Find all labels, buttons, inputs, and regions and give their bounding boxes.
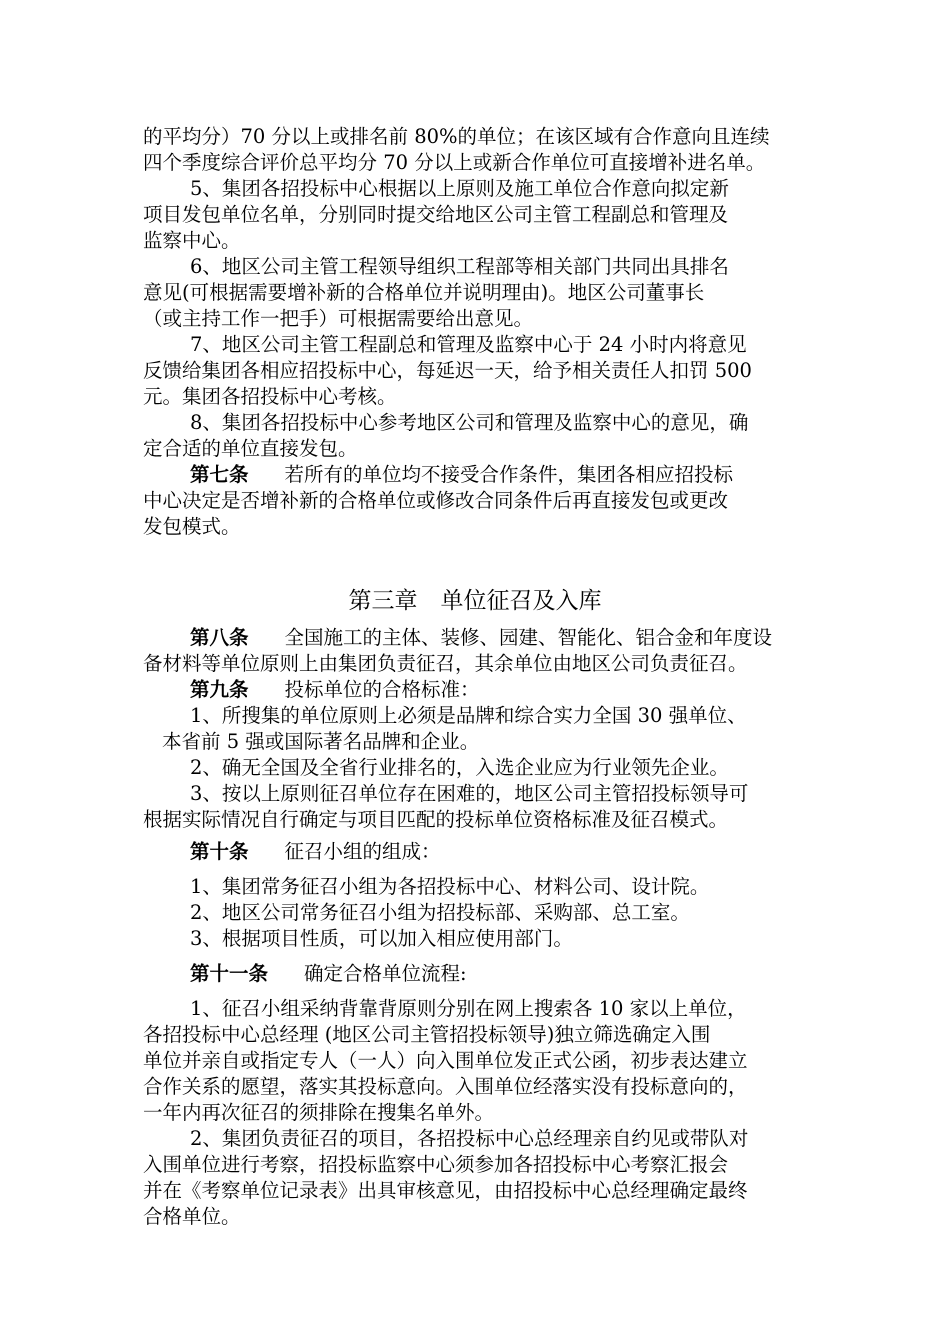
paragraph-line: 四个季度综合评价总平均分 70 分以上或新合作单位可直接增补进名单。 — [143, 151, 766, 174]
list-item: 各招投标中心总经理 (地区公司主管招投标领导)独立筛选确定入围 — [143, 1023, 711, 1046]
article-9 — [190, 677, 480, 703]
paragraph-line: 反馈给集团各相应招投标中心，每延迟一天，给予相关责任人扣罚 500 — [143, 359, 752, 382]
paragraph-line: 8、集团各招投标中心参考地区公司和管理及监察中心的意见，确 — [190, 411, 749, 434]
article-label: 第八条 — [190, 626, 249, 649]
chapter-title: 第三章 单位征召及入库 — [348, 588, 602, 614]
paragraph-line: 6、地区公司主管工程领导组织工程部等相关部门共同出具排名 — [190, 255, 729, 278]
paragraph-line: 发包模式。 — [143, 515, 241, 538]
article-label: 第九条 — [190, 678, 249, 701]
paragraph-line: 意见(可根据需要增补新的合格单位并说明理由)。地区公司董事长 — [143, 281, 705, 304]
article-11 — [190, 961, 467, 987]
paragraph-line: 备材料等单位原则上由集团负责征召，其余单位由地区公司负责征召。 — [143, 652, 748, 675]
list-item: 2、地区公司常务征召小组为招投标部、采购部、总工室。 — [190, 901, 690, 924]
list-item: 2、确无全国及全省行业排名的，入选企业应为行业领先企业。 — [190, 756, 729, 779]
list-item: 1、集团常务征召小组为各招投标中心、材料公司、设计院。 — [190, 875, 710, 898]
article-8 — [190, 625, 772, 651]
list-item: 一年内再次征召的须排除在搜集名单外。 — [143, 1101, 495, 1124]
article-label: 第十一条 — [190, 962, 269, 985]
article-label: 第七条 — [190, 463, 249, 486]
list-item: 入围单位进行考察，招投标监察中心须参加各招投标中心考察汇报会 — [143, 1153, 729, 1176]
article-10 — [190, 839, 441, 865]
paragraph-line: 项目发包单位名单，分别同时提交给地区公司主管工程副总和管理及 — [143, 203, 729, 226]
paragraph-line: 定合适的单位直接发包。 — [143, 437, 358, 460]
article-text: 全国施工的主体、装修、园建、智能化、铝合金和年度设 — [284, 626, 773, 649]
list-item: 本省前 5 强或国际著名品牌和企业。 — [162, 730, 480, 753]
list-item: 合作关系的愿望，落实其投标意向。入围单位经落实没有投标意向的， — [143, 1075, 748, 1098]
paragraph-line: 的平均分）70 分以上或排名前 80%的单位；在该区域有合作意向且连续 — [143, 125, 770, 148]
paragraph-line: 监察中心。 — [143, 229, 241, 252]
paragraph-line: 7、地区公司主管工程副总和管理及监察中心于 24 小时内将意见 — [190, 333, 747, 356]
article-7 — [190, 462, 733, 488]
list-item: 1、所搜集的单位原则上必须是品牌和综合实力全国 30 强单位、 — [190, 704, 747, 727]
article-text: 若所有的单位均不接受合作条件，集团各相应招投标 — [284, 463, 734, 486]
article-label: 第十条 — [190, 840, 249, 863]
paragraph-line: （或主持工作一把手）可根据需要给出意见。 — [143, 307, 534, 330]
list-item: 单位并亲自或指定专人（一人）向入围单位发正式公函，初步表达建立 — [143, 1049, 748, 1072]
paragraph-line: 中心决定是否增补新的合格单位或修改合同条件后再直接发包或更改 — [143, 489, 729, 512]
article-text: 投标单位的合格标准： — [284, 678, 480, 701]
list-item: 2、集团负责征召的项目，各招投标中心总经理亲自约见或带队对 — [190, 1127, 749, 1150]
list-item: 3、根据项目性质，可以加入相应使用部门。 — [190, 927, 573, 950]
list-item: 并在《考察单位记录表》出具审核意见，由招投标中心总经理确定最终 — [143, 1179, 748, 1202]
article-text: 征召小组的组成： — [284, 840, 441, 863]
list-item: 1、征召小组采纳背靠背原则分别在网上搜索各 10 家以上单位， — [190, 997, 747, 1020]
article-text: 确定合格单位流程: — [304, 962, 467, 985]
list-item: 合格单位。 — [143, 1205, 241, 1228]
paragraph-line: 元。集团各招投标中心考核。 — [143, 385, 397, 408]
list-item: 3、按以上原则征召单位存在困难的，地区公司主管招投标领导可 — [190, 782, 749, 805]
paragraph-line: 5、集团各招投标中心根据以上原则及施工单位合作意向拟定新 — [190, 177, 729, 200]
list-item: 根据实际情况自行确定与项目匹配的投标单位资格标准及征召模式。 — [143, 808, 729, 831]
